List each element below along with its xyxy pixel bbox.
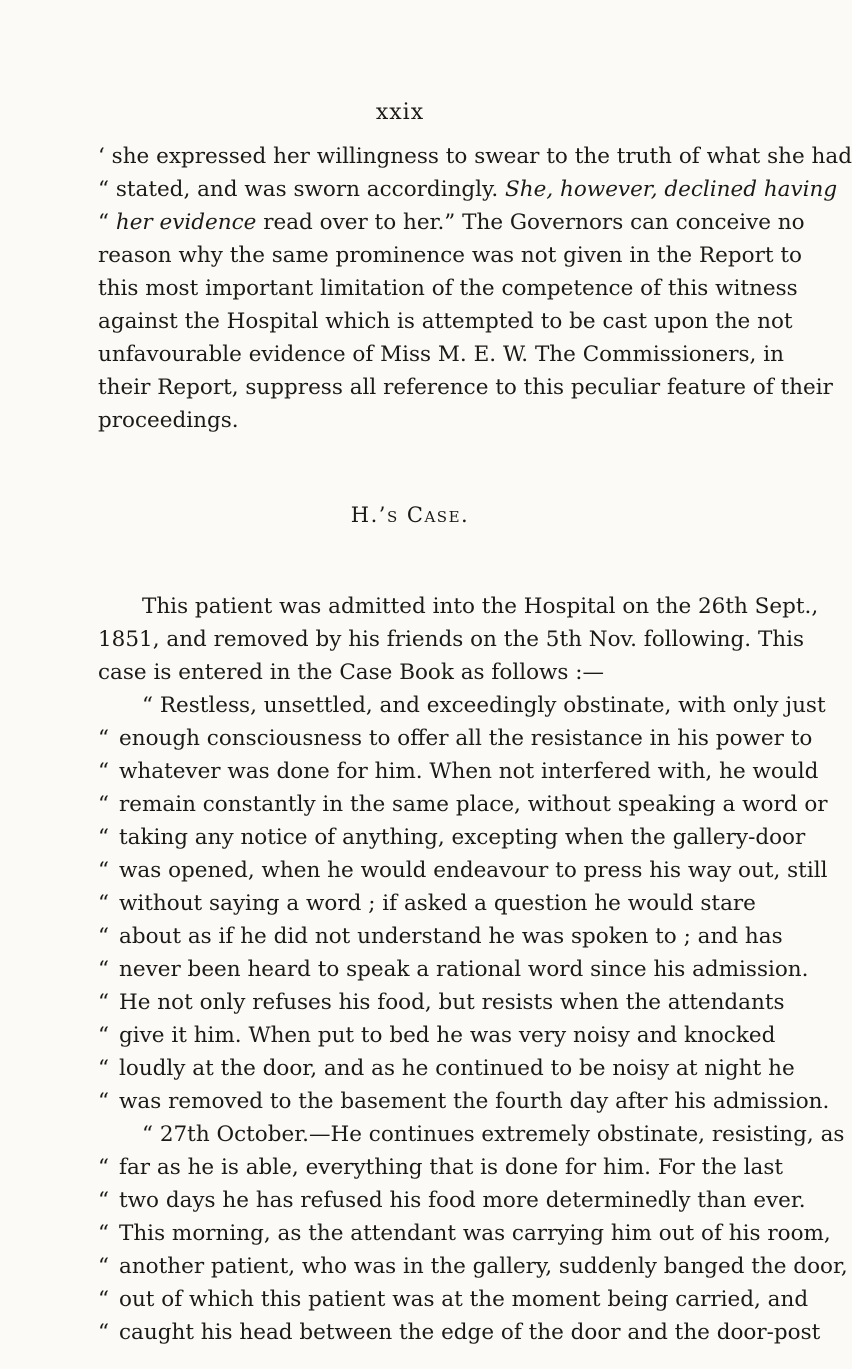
quote-line: “ caught his head between the edge of the door and the door-post xyxy=(98,1320,821,1345)
quote-line: “ far as he is able, everything that is done for him. For the last xyxy=(98,1155,784,1180)
quote-line: “ out of which this patient was at the moment being carried, and xyxy=(98,1287,809,1312)
text-line: ‘ she expressed her willingness to swear to the truth of what she had xyxy=(98,144,852,169)
text-line: unfavourable evidence of Miss M. E. W. The Commissioners, in xyxy=(98,342,784,367)
quote-line: “ remain constantly in the same place, without speaking a word or xyxy=(98,792,828,817)
text-line: 1851, and removed by his friends on the 5th Nov. following. This xyxy=(98,627,805,652)
text-line: their Report, suppress all reference to this peculiar feature of their xyxy=(98,375,833,400)
text-line: This patient was admitted into the Hospital on the 26th Sept., xyxy=(142,594,819,619)
quote-line: “ taking any notice of anything, excepting when the gallery-door xyxy=(98,825,806,850)
quote-line: “ without saying a word ; if asked a question he would stare xyxy=(98,891,756,916)
text-line: proceedings. xyxy=(98,408,239,433)
quote-line: “ give it him. When put to bed he was very noisy and knocked xyxy=(98,1023,776,1048)
quote-line: “ was removed to the basement the fourth day after his admission. xyxy=(98,1089,830,1114)
text-line: “ her evidence read over to her.” The Governors can conceive no xyxy=(98,210,805,235)
quote-line: “ This morning, as the attendant was carrying him out of his room, xyxy=(98,1221,831,1246)
quote-line: “ He not only refuses his food, but resists when the attendants xyxy=(98,990,785,1015)
quote-line: “ Restless, unsettled, and exceedingly obstinate, with only just xyxy=(142,693,826,718)
quote-line: “ about as if he did not understand he was spoken to ; and has xyxy=(98,924,783,949)
quote-line: “ 27th October.—He continues extremely obstinate, resisting, as xyxy=(142,1122,845,1147)
quote-line: “ loudly at the door, and as he continued to be noisy at night he xyxy=(98,1056,795,1081)
text-line: this most important limitation of the competence of this witness xyxy=(98,276,798,301)
quote-line: “ whatever was done for him. When not interfered with, he would xyxy=(98,759,819,784)
page-text xyxy=(98,140,852,1349)
quote-line: “ was opened, when he would endeavour to press his way out, still xyxy=(98,858,828,883)
text-line: against the Hospital which is attempted to be cast upon the not xyxy=(98,309,793,334)
quote-line: “ never been heard to speak a rational word since his admission. xyxy=(98,957,809,982)
quote-line: “ enough consciousness to offer all the resistance in his power to xyxy=(98,726,813,751)
section-heading: H.’s Case. xyxy=(350,503,470,527)
text-line: reason why the same prominence was not given in the Report to xyxy=(98,243,802,268)
text-line: “ stated, and was sworn accordingly. She, however, declined having xyxy=(98,177,838,202)
quote-line: “ another patient, who was in the gallery, suddenly banged the door, xyxy=(98,1254,848,1279)
text-line: case is entered in the Case Book as follows :— xyxy=(98,660,605,685)
quote-line: “ two days he has refused his food more determinedly than ever. xyxy=(98,1188,806,1213)
page-number: xxix xyxy=(375,100,425,125)
